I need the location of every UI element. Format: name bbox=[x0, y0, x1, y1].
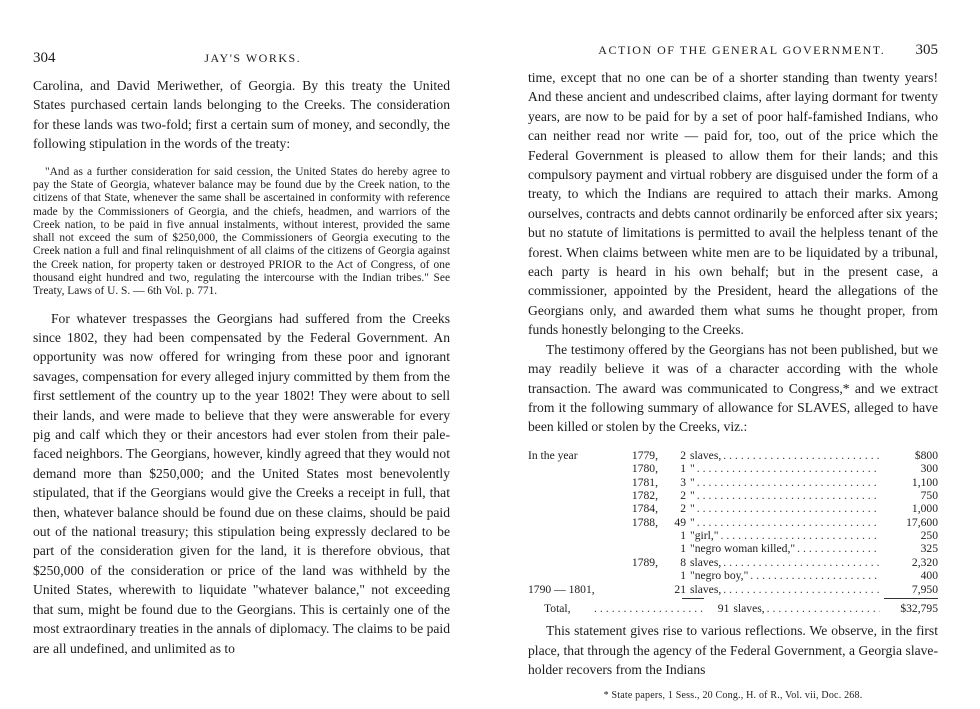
slave-allowance-table bbox=[528, 449, 938, 616]
row-amount: 750 bbox=[920, 488, 938, 502]
right-page-number: 305 bbox=[915, 42, 938, 58]
row-amount: 1,000 bbox=[911, 502, 938, 516]
row-description: slaves, bbox=[690, 582, 722, 596]
total-description: slaves, bbox=[733, 602, 765, 616]
row-description: " bbox=[690, 462, 695, 476]
dot-leader bbox=[765, 602, 880, 615]
dot-leader bbox=[695, 462, 880, 475]
row-year: 1779, bbox=[631, 448, 658, 462]
row-count: 3 bbox=[680, 475, 686, 489]
dot-leader bbox=[695, 489, 880, 502]
right-paragraph-1: time, except that no one can be of a shorter standing than twenty years! And these ancient and undescribed claims, after laying dormant for twenty years, are now to be paid for by a set of poor half-famished Indians, who can neither read nor write — paid for, too, out of the price which the Federal Government is pleased to allow them for their lands; and this compulsory payment and virtual robbery are disguised under the form of a treaty, to which the Indians are required to attach their marks. Among ourselves, contracts and debts cannot ordinarily be enforced after six years; but no statute of limitations is permitted to avail the helpless tenant of the forest. When claims between white men are to be liquidated by a tribunal, each party is heard in his own behalf; but in the present case, a commissioner, appointed by the President, heard the allegations of the Georgians only, and awarded them what sums he thought proper, from funds honestly belonging to the Creeks. bbox=[528, 70, 938, 338]
row-amount: 250 bbox=[920, 529, 938, 543]
row-amount: 2,320 bbox=[911, 555, 938, 569]
table-row bbox=[528, 529, 938, 542]
row-count: 8 bbox=[680, 555, 686, 569]
table-row bbox=[528, 476, 938, 489]
table-row bbox=[528, 449, 938, 462]
table-row bbox=[528, 516, 938, 529]
dot-leader bbox=[592, 602, 707, 615]
row-count: 1 bbox=[680, 569, 686, 583]
row-count: 1 bbox=[680, 529, 686, 543]
dot-leader bbox=[721, 449, 880, 462]
row-year: 1789, bbox=[631, 555, 658, 569]
row-amount: 400 bbox=[920, 569, 938, 583]
row-count: 21 bbox=[674, 582, 686, 596]
dot-leader bbox=[718, 529, 880, 542]
right-paragraph-2: The testimony offered by the Georgians has not been published, but we may readily believe it was of a character according with the whole transaction. The award was communicated to Congress,* and we extract from it the following summary of allowance for SLAVES, alleged to have been killed or stolen by the Creeks, viz.: bbox=[528, 341, 938, 435]
table-row bbox=[528, 542, 938, 555]
left-paragraph-1: Carolina, and David Meriwether, of Georgia. By this treaty the United States purchased certain lands belonging to the Creeks. The consideration for these lands was two-fold; first a certain sum of money, and secondly, the following stipulation in the words of the treaty: bbox=[33, 78, 450, 152]
left-paragraph-2: For whatever trespasses the Georgians had suffered from the Creeks since 1802, they had been compensated by the Federal Government. An opportunity was now offered for wringing from these poor and ignorant savages, compensation for every alleged injury committed by them from the first settlement of the country up to the year 1802! They were about to sell their lands, and were made to believe that they were answerable for every pig and calf which they or their ancestors had ever stolen from their pale-faced neighbors. The Georgians, however, kindly agreed that they would not demand more than $250,000; and the United States most benevolently stipulated, that if the Georgians would give the Creeks a receipt in full, that then, whatever balance should be found due on these claims, should be paid out of the national treasury; this stipulation being expressly declared to be part of the consideration given for the land, it is therefore obvious, that $250,000 of the consideration or price of the land was withheld by the United States, wherewith to liquidate "whatever balance," not exceeding that sum, might be found due to the Georgians. This is certainly one of the most extraordinary treaties in the annals of diplomacy. The claims to be paid are all undefined, and unlimited as to bbox=[33, 310, 450, 656]
right-running-head: ACTION OF THE GENERAL GOVERNMENT. bbox=[598, 43, 886, 57]
table-row bbox=[528, 489, 938, 502]
left-page-header bbox=[33, 50, 450, 70]
dot-leader bbox=[695, 516, 880, 529]
row-year: 1788, bbox=[631, 515, 658, 529]
row-year: 1780, bbox=[631, 462, 658, 476]
row-description: " bbox=[690, 502, 695, 516]
row-count: 2 bbox=[680, 488, 686, 502]
row-label: In the year bbox=[528, 448, 578, 462]
dot-leader bbox=[721, 583, 880, 596]
count-rule bbox=[682, 598, 704, 599]
row-amount: 1,100 bbox=[911, 475, 938, 489]
left-page-number: 304 bbox=[33, 50, 56, 66]
footnote: * State papers, 1 Sess., 20 Cong., H. of R., Vol. vii, Doc. 268. bbox=[603, 689, 863, 701]
row-description: slaves, bbox=[690, 555, 722, 569]
dot-leader bbox=[748, 569, 880, 582]
left-running-head: JAY'S WORKS. bbox=[204, 51, 302, 65]
row-year: 1784, bbox=[631, 502, 658, 516]
total-amount: $32,795 bbox=[900, 602, 939, 616]
table-row bbox=[528, 556, 938, 569]
dot-leader bbox=[795, 542, 880, 555]
row-description: "negro boy," bbox=[690, 569, 749, 583]
row-description: " bbox=[690, 515, 695, 529]
table-row bbox=[528, 502, 938, 515]
row-amount: 7,950 bbox=[911, 582, 938, 596]
total-count: 91 bbox=[717, 602, 730, 616]
dot-leader bbox=[721, 556, 880, 569]
row-amount: 300 bbox=[920, 462, 938, 476]
treaty-quote: "And as a further consideration for said cession, the United States do hereby agree to pay the State of Georgia, whatever balance may be found due by the Creek nation, to the citizens of that State, whenever the same shall be ascertained in conformity with reference made by the Commissioners of Georgia, and the chiefs, headmen, and warriors of the Creek nation, to be paid in five annual instalments, without interest, provided the same shall not exceed the sum of $250,000, the Commissioners of Georgia executing to the Creek nation a full and final relinquishment of all claims of the citizens of Georgia against the Creek nation, for property taken or destroyed PRIOR to the Act of Congress, of one thousand eight hundred and two, regulating the intercourse with the Indian tribes." See Treaty, Laws of U. S. — 6th Vol. p. 771. bbox=[33, 165, 450, 298]
row-description: " bbox=[690, 488, 695, 502]
row-count: 1 bbox=[680, 542, 686, 556]
row-amount: 17,600 bbox=[906, 515, 938, 529]
right-paragraph-3: This statement gives rise to various reflections. We observe, in the first place, that through the agency of the Federal Government, a Georgia slave-holder recovers from the Indians bbox=[528, 623, 938, 678]
table-row bbox=[528, 583, 938, 596]
row-year: 1782, bbox=[631, 488, 658, 502]
table-row bbox=[528, 569, 938, 582]
row-description: slaves, bbox=[690, 448, 722, 462]
row-count: 2 bbox=[680, 502, 686, 516]
dot-leader bbox=[695, 476, 880, 489]
right-page bbox=[490, 0, 980, 709]
row-amount: 325 bbox=[920, 542, 938, 556]
right-page-header bbox=[528, 42, 938, 62]
total-row bbox=[528, 602, 938, 615]
row-count: 49 bbox=[674, 515, 686, 529]
row-count: 1 bbox=[680, 462, 686, 476]
total-label: Total, bbox=[544, 602, 571, 616]
row-description: "girl," bbox=[690, 529, 719, 543]
row-count: 2 bbox=[680, 448, 686, 462]
table-row bbox=[528, 462, 938, 475]
row-description: "negro woman killed," bbox=[690, 542, 796, 556]
total-rule bbox=[528, 596, 938, 602]
row-amount: $800 bbox=[914, 448, 938, 462]
row-year: 1781, bbox=[631, 475, 658, 489]
dot-leader bbox=[695, 502, 880, 515]
row-description: " bbox=[690, 475, 695, 489]
amount-rule bbox=[884, 598, 938, 599]
row-label: 1790 — 1801, bbox=[528, 582, 595, 596]
